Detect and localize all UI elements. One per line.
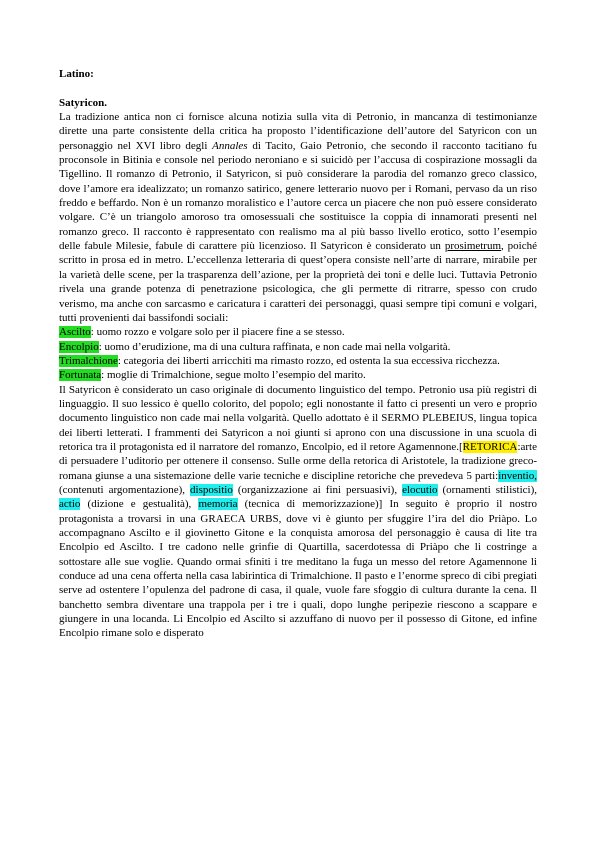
character-desc: : categoria dei liberti arricchiti ma rimasto rozzo, ed ostenta la sua eccessiva ricchezza. [117, 354, 500, 367]
section-heading-latino: Latino: [59, 68, 94, 80]
main-text-d: (organizzazione ai fini persuasivi), [232, 483, 403, 496]
character-fortunata [59, 368, 537, 382]
inventio-highlight: inventio, [498, 469, 537, 482]
blank-line [59, 81, 537, 95]
memoria-highlight: memoria [198, 498, 238, 511]
intro-text-c: , poiché scritto in prosa ed in metro. L’eccellenza letteraria di quest’opera consiste nell’arte di narrare, mirabile per la varietà delle scene, per la trasparenza dell’azione, per la proprietà dei toni e delle luci. Tuttavia Petronio rivela una grande potenza di penetrazione psicologica, che gli permette di ritrarre, spesso con crudo verismo, ma anche con sarcasmo e caricatura i caratteri dei personaggi, quasi sempre tipi comuni e volgari, tutti provenienti dai bassifondi sociali: [59, 240, 537, 324]
character-trimalchione [59, 354, 537, 368]
character-desc: : uomo rozzo e volgare solo per il piacere fine a se stesso. [90, 326, 345, 339]
main-text-g: (tecnica di memorizzazione)] In seguito è proprio il nostro protagonista a trovarsi in una GRAECA URBS, dove vi è giunto per sfuggire l’ira del dio Priàpo. Lo accompagnano Ascilto e il giovinetto Gitone e la conquista amorosa del personaggio è causa di lite tra Encolpio ed Ascilto. I tre cadono nelle grinfie di Quartilla, sacerdotessa di Priàpo che li costringe a sottostare alle sue voglie. Quando ormai sfiniti i tre meditano la fuga un messo del retore Agamennone li conduce ad una cena offerta nella casa labirintica di Trimalchione. Il pasto e l’enorme spreco di cibi pregiati serve ad ostentere l’opulenza del padrone di casa, il quale, vuole fare sfoggio di cultura durante la cena. Il banchetto sembra diventare una trappola per i tre i quali, dopo lunghe peripezie riescono a scappare e giungere in una locanda. Li Encolpio ed Ascilto si azzuffano di nuovo per il possesso di Gitone, ed infine Encolpio rimane solo e disperato [59, 498, 537, 640]
character-ascilto [59, 325, 537, 339]
character-name-highlight: Trimalchione [59, 354, 118, 367]
main-paragraph [59, 383, 537, 641]
dispositio-highlight: dispositio [190, 483, 233, 496]
main-text-f: (dizione e gestualità), [80, 498, 199, 511]
intro-text-b: di Tacito, Gaio Petronio, che secondo il racconto tacitiano fu proconsole in Bitinia e console nel periodo neroniano e si suicidò per l’accusa di cospirazione mossagli da Tigellino. Il romanzo di Petronio, il Satyricon, si può considerare la parodia del romanzo greco classico, dove l’amore era idealizzato; un romanzo satirico, genere letterario nuovo per i Romani, pervaso da un riso freddo e beffardo. Non è un romanzo moralistico e l’autore cerca un piacere che non può essere considerato volgare. C’è un triangolo amoroso tra omosessuali che sostituisce la coppia di innamorati presenti nel romanzo greco. Il racconto è rappresentato con realismo ma al più basso livello erotico, sotto l’esempio delle fabule Milesie, fabule di carattere più licenzioso. Il Satyricon è considerato un [59, 139, 537, 253]
annales-title: Annales [212, 139, 248, 152]
elocutio-highlight: elocutio [402, 483, 438, 496]
main-text-b: :arte di persuadere l’uditorio per ottenere il consenso. Sulle orme della retorica di Aristotele, la tradizione greco-romana giunse a una sistemazione delle varie tecniche e discipline retoriche che prevedeva 5 parti: [59, 440, 537, 482]
main-text-c: (contenuti argomentazione), [59, 483, 191, 496]
character-desc: : moglie di Trimalchione, segue molto l’esempio del marito. [101, 369, 366, 382]
character-name-highlight: Encolpio [59, 340, 99, 353]
prosimetrum-term: prosimetrum [444, 240, 502, 253]
document-body [59, 67, 537, 641]
main-text-e: (ornamenti stilistici), [437, 483, 538, 496]
intro-text-a: La tradizione antica non ci fornisce alcuna notizia sulla vita di Petronio, in mancanza di testimonianze dirette una parte consistente della critica ha proposto l’identificazione dell’autore del Satyricon con un personaggio nel XVI libro degli [59, 111, 537, 152]
intro-paragraph [59, 110, 537, 325]
main-text-a: Il Satyricon è considerato un caso originale di documento linguistico del tempo. Petronio usa più registri di linguaggio. Il suo lessico è quello colorito, del popolo; egli nonostante il fatto ci presenti un vero e proprio documento linguistico non cade mai nella volgarità. Quello adottato è il SERMO PLEBEIUS, lingua topica dei liberti letterati. I frammenti dei Satyricon a noi giunti si aprono con una discussione in una scuola di retorica tra il protagonista ed il narratore del romanzo, Encolpio, ed il retore Agamennone.[ [59, 383, 537, 453]
character-name-highlight: Ascilto [59, 326, 91, 339]
retorica-highlight: RETORICA [462, 440, 518, 453]
section-heading-satyricon: Satyricon. [59, 96, 107, 109]
character-name-highlight: Fortunata [59, 369, 102, 382]
actio-highlight: actio [59, 498, 81, 511]
character-encolpio [59, 340, 537, 354]
character-desc: : uomo d’erudizione, ma di una cultura raffinata, e non cade mai nella volgarità. [98, 340, 451, 353]
